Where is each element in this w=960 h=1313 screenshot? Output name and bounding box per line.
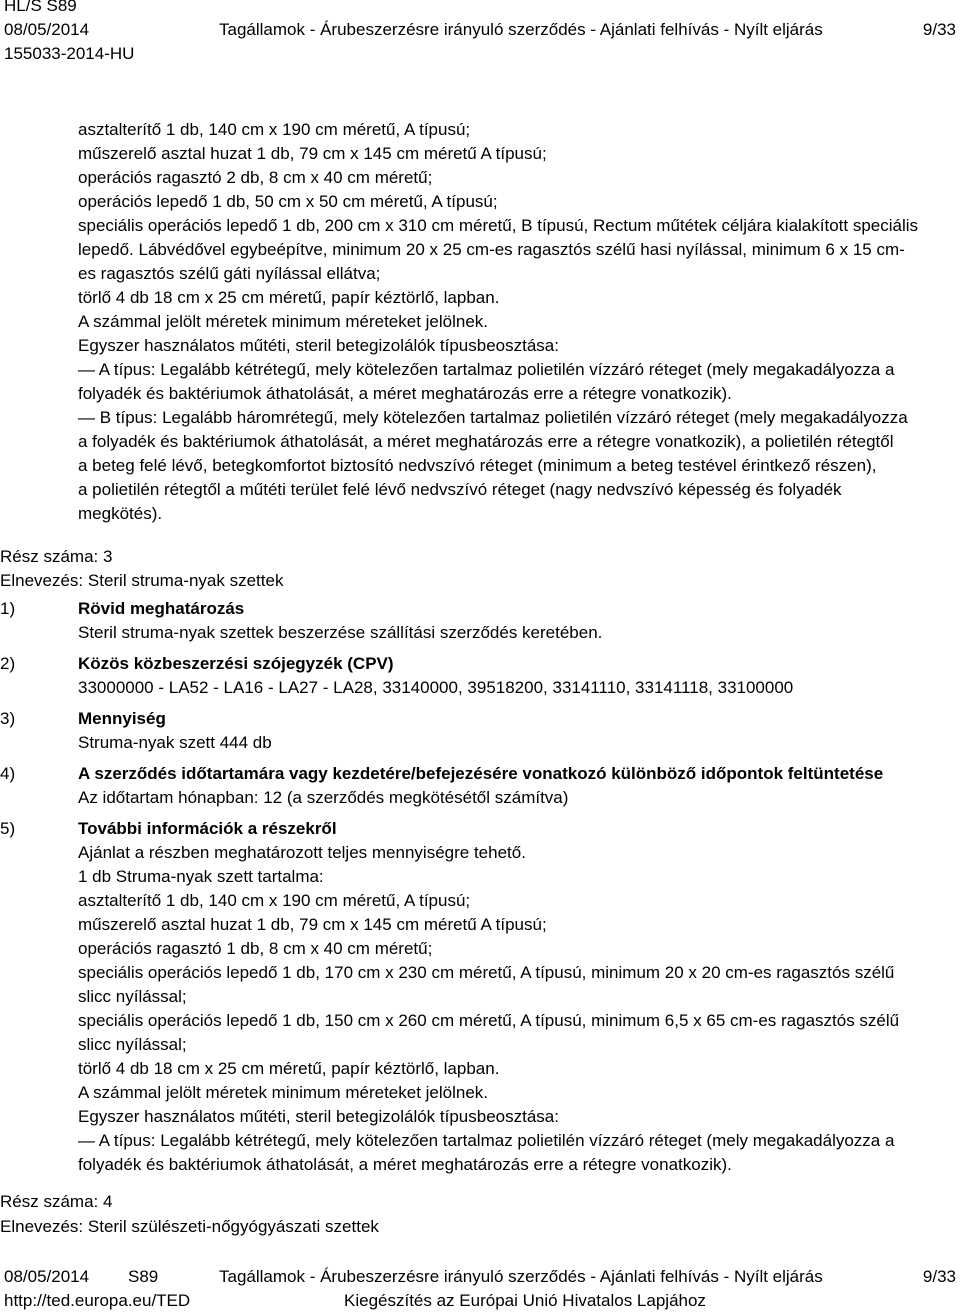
header-title: Tagállamok - Árubeszerzésre irányuló szerződés - Ajánlati felhívás - Nyílt eljárás [219,20,823,39]
text-line: a beteg felé lévő, betegkomfortot biztosító nedvszívó réteget (minimum a beteg testével érintkező részen), [78,456,877,475]
part4-number: Rész száma: 4 [0,1192,113,1211]
text-line: speciális operációs lepedő 1 db, 200 cm x 310 cm méretű, B típusú, Rectum műtétek céljára kialakított speciális [78,216,919,235]
text-line: törlő 4 db 18 cm x 25 cm méretű, papír kéztörlő, lapban. [78,1059,500,1078]
cpv-codes: 33000000 - LA52 - LA16 - LA27 - LA28, 33140000, 39518200, 33141110, 33141118, 33100000 [78,678,794,697]
text-line: asztalterítő 1 db, 140 cm x 190 cm méretű, A típusú; [78,891,471,910]
footer-title: Tagállamok - Árubeszerzésre irányuló szerződés - Ajánlati felhívás - Nyílt eljárás [219,1267,823,1286]
text-line: törlő 4 db 18 cm x 25 cm méretű, papír kéztörlő, lapban. [78,288,500,307]
section-heading: További információk a részekről [78,819,337,838]
text-line: slicc nyílással; [78,1035,187,1054]
footer-url-link[interactable]: http://ted.europa.eu/TED [4,1291,191,1310]
text-line: A számmal jelölt méretek minimum méreteket jelölnek. [78,312,489,331]
section-number: 5) [0,819,16,838]
header-page-number: 9/33 [922,20,956,39]
notice-id: 155033-2014-HU [4,44,135,63]
part2-lines [78,118,918,526]
text-line: Egyszer használatos műtéti, steril betegizolálók típusbeosztása: [78,336,559,355]
header-date: 08/05/2014 [4,20,90,39]
part3-name: Elnevezés: Steril struma-nyak szettek [0,571,284,590]
text-line: — B típus: Legalább háromrétegű, mely kötelezően tartalmaz polietilén vízzáró réteget (mely megakadályozza [78,408,908,427]
text-line: operációs lepedő 1 db, 50 cm x 50 cm méretű, A típusú; [78,192,498,211]
footer-page-number: 9/33 [922,1267,956,1286]
footer-publisher: Kiegészítés az Európai Unió Hivatalos Lapjához [344,1291,706,1310]
section-heading: Rövid meghatározás [78,599,245,618]
text-line: Ajánlat a részben meghatározott teljes mennyiségre tehető. [78,843,526,862]
text-line: — A típus: Legalább kétrétegű, mely kötelezően tartalmaz polietilén vízzáró réteget (mely megakadályozza a [78,360,895,379]
text-line: asztalterítő 1 db, 140 cm x 190 cm méretű, A típusú; [78,120,471,139]
section-heading: A szerződés időtartamára vagy kezdetére/befejezésére vonatkozó különböző időpontok feltüntetése [78,764,884,783]
section-number: 1) [0,599,16,618]
text-line: megkötés). [78,504,163,523]
text-line: a folyadék és baktériumok áthatolását, a méret meghatározás erre a rétegre vonatkozik), a polietilén rétegtől [78,432,894,451]
text-line: operációs ragasztó 2 db, 8 cm x 40 cm méretű; [78,168,433,187]
text-line: es ragasztós szélű gáti nyílással ellátva; [78,264,381,283]
text-line: — A típus: Legalább kétrétegű, mely kötelezően tartalmaz polietilén vízzáró réteget (mely megakadályozza a [78,1131,895,1150]
additional-info-lines [78,841,899,1177]
section-heading: Mennyiség [78,709,166,728]
text-line: 1 db Struma-nyak szett tartalma: [78,867,324,886]
text-line: műszerelő asztal huzat 1 db, 79 cm x 145 cm méretű A típusú; [78,915,547,934]
text-line: a polietilén rétegtől a műtéti terület felé lévő nedvszívó réteget (nagy nedvszívó képesség és folyadék [78,480,842,499]
footer-series: S89 [128,1267,159,1286]
page-header [4,0,956,66]
text-line: folyadék és baktériumok áthatolását, a méret meghatározás erre a rétegre vonatkozik). [78,384,732,403]
text-line: speciális operációs lepedő 1 db, 170 cm x 230 cm méretű, A típusú, minimum 20 x 20 cm-es ragasztós szélű [78,963,895,982]
text-line: A számmal jelölt méretek minimum méreteket jelölnek. [78,1083,489,1102]
footer-date: 08/05/2014 [4,1267,90,1286]
section-text: Steril struma-nyak szettek beszerzése szállítási szerződés keretében. [78,623,603,642]
quantity-text: Struma-nyak szett 444 db [78,733,272,752]
text-line: Egyszer használatos műtéti, steril betegizolálók típusbeosztása: [78,1107,559,1126]
part4-name: Elnevezés: Steril szülészeti-nőgyógyászati szettek [0,1217,379,1236]
section-heading: Közös közbeszerzési szójegyzék (CPV) [78,654,394,673]
text-line: lepedő. Lábvédővel egybeépítve, minimum 20 x 25 cm-es ragasztós szélű hasi nyílással, minimum 6 x 15 cm- [78,240,905,259]
text-line: folyadék és baktériumok áthatolását, a méret meghatározás erre a rétegre vonatkozik). [78,1155,732,1174]
section-number: 4) [0,764,16,783]
doc-code: HL/S S89 [4,0,77,15]
duration-text: Az időtartam hónapban: 12 (a szerződés megkötésétől számítva) [78,788,569,807]
part3-number: Rész száma: 3 [0,547,113,566]
text-line: slicc nyílással; [78,987,187,1006]
text-line: speciális operációs lepedő 1 db, 150 cm x 260 cm méretű, A típusú, minimum 6,5 x 65 cm-es ragasztós szélű [78,1011,900,1030]
text-line: operációs ragasztó 1 db, 8 cm x 40 cm méretű; [78,939,433,958]
section-number: 2) [0,654,16,673]
section-number: 3) [0,709,16,728]
text-line: műszerelő asztal huzat 1 db, 79 cm x 145 cm méretű A típusú; [78,144,547,163]
page-footer [4,1265,956,1313]
